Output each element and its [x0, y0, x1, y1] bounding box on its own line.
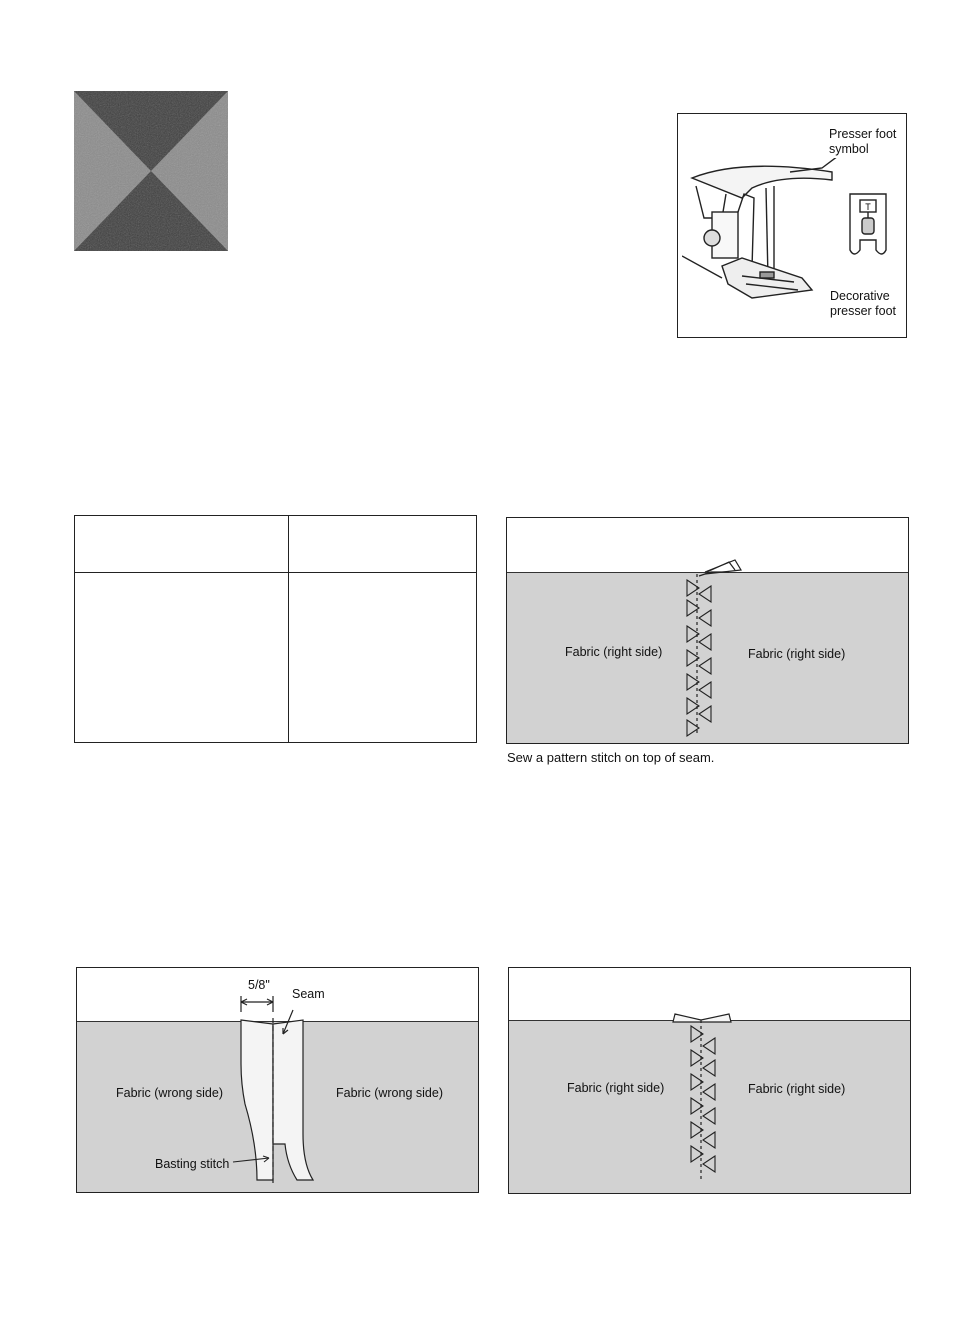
decorative-presser-foot-label: Decorative presser foot — [830, 289, 897, 318]
cross-stitch-seam-icon — [669, 1004, 739, 1194]
fabric-wrong-side-right-label: Fabric (wrong side) — [336, 1086, 443, 1100]
fabric-left-label: Fabric (right side) — [565, 645, 663, 659]
figure-caption: Sew a pattern stitch on top of seam. — [507, 750, 715, 765]
quilt-swatch-icon — [74, 91, 228, 251]
table-header-cell-2 — [289, 516, 477, 573]
seam-allowance-dimension: 5/8" — [248, 978, 270, 992]
quilt-swatch-image — [74, 91, 228, 251]
presser-foot-symbol-icon — [846, 190, 890, 260]
presser-foot-symbol-label: Presser foot symbol — [829, 127, 897, 156]
table-cell-1 — [75, 573, 289, 743]
basting-leader-line — [231, 1154, 271, 1168]
finished-seam-figure — [508, 967, 911, 1194]
sewing-machine-foot-icon — [682, 158, 842, 328]
cross-stitch-seam-icon — [677, 554, 747, 744]
basting-seam-figure — [76, 967, 479, 1193]
fabric-right-label: Fabric (right side) — [748, 647, 846, 661]
table-header-cell-1 — [75, 516, 289, 573]
basting-stitch-label: Basting stitch — [155, 1157, 230, 1171]
fabric-left-label: Fabric (right side) — [567, 1081, 665, 1095]
table-cell-2 — [289, 573, 477, 743]
seam-label: Seam — [292, 987, 325, 1001]
fabric-right-label: Fabric (right side) — [748, 1082, 846, 1096]
presser-foot-figure — [677, 113, 907, 338]
pattern-stitch-figure — [506, 517, 909, 744]
fabric-wrong-side-left-label: Fabric (wrong side) — [116, 1086, 223, 1100]
presser-foot-symbol-letter: T — [865, 202, 871, 212]
settings-table — [74, 515, 477, 743]
